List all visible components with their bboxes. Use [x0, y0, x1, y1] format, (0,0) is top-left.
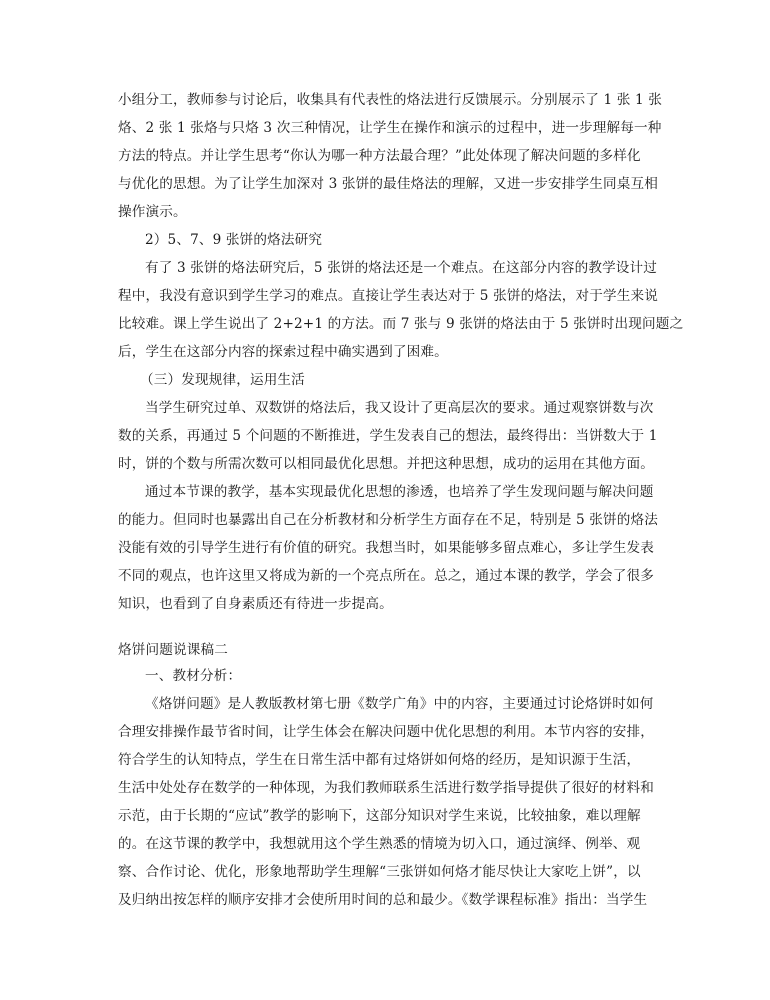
paragraph-line: 比较难。课上学生说出了 2+2+1 的方法。而 7 张与 9 张饼的烙法由于 5 张饼时出现问题之 [118, 316, 684, 332]
paragraph-line: 知识，也看到了自身素质还有待进一步提高。 [118, 596, 393, 612]
paragraph-line: 操作演示。 [118, 204, 187, 220]
section-heading: 一、教材分析： [145, 668, 242, 684]
paragraph-line: 察、合作讨论、优化，形象地帮助学生理解“三张饼如何烙才能尽快让大家吃上饼”，以 [118, 864, 641, 880]
paragraph-line: 符合学生的认知特点，学生在日常生活中都有过烙饼如何烙的经历，是知识源于生活， [118, 752, 641, 768]
paragraph-line: 《烙饼问题》是人教版教材第七册《数学广角》中的内容，主要通过讨论烙饼时如何 [145, 696, 654, 712]
paragraph-line: 的。在这节课的教学中，我想就用这个学生熟悉的情境为切入口，通过演绎、例举、观 [118, 836, 641, 852]
paragraph-line: 的能力。但同时也暴露出自己在分析教材和分析学生方面存在不足，特别是 5 张饼的烙法 [118, 512, 659, 528]
paragraph-line: 不同的观点，也许这里又将成为新的一个亮点所在。总之，通过本课的教学，学会了很多 [118, 568, 655, 584]
paragraph-line: 通过本节课的教学，基本实现最优化思想的渗透，也培养了学生发现问题与解决问题 [145, 484, 654, 500]
paragraph-line: 数的关系，再通过 5 个问题的不断推进，学生发表自己的想法，最终得出：当饼数大于 1 [118, 428, 658, 444]
paragraph-line: 没能有效的引导学生进行有价值的研究。我想当时，如果能够多留点难心，多让学生发表 [118, 540, 655, 556]
section-subheading: 2）5、7、9 张饼的烙法研究 [145, 232, 323, 248]
paragraph-line: 时，饼的个数与所需次数可以相同最优化思想。并把这种思想，成功的运用在其他方面。 [118, 456, 655, 472]
document-title: 烙饼问题说课稿二 [118, 642, 228, 658]
paragraph-line: 示范，由于长期的“应试”教学的影响下，这部分知识对学生来说，比较抽象，难以理解 [118, 808, 641, 824]
paragraph-line: 与优化的思想。为了让学生加深对 3 张饼的最佳烙法的理解，又进一步安排学生同桌互相 [118, 176, 659, 192]
paragraph-line: 生活中处处存在数学的一种体现，为我们教师联系生活进行数学指导提供了很好的材料和 [118, 780, 655, 796]
paragraph-line: 及归纳出按怎样的顺序安排才会使所用时间的总和最少。《数学课程标准》指出：当学生 [118, 892, 648, 908]
paragraph-line: 后，学生在这部分内容的探索过程中确实遇到了困难。 [118, 344, 448, 360]
paragraph-line: 合理安排操作最节省时间，让学生体会在解决问题中优化思想的利用。本节内容的安排， [118, 724, 655, 740]
paragraph-line: 小组分工，教师参与讨论后，收集具有代表性的烙法进行反馈展示。分别展示了 1 张 1 张 [118, 92, 662, 108]
section-subheading: （三）发现规律，运用生活 [140, 372, 305, 388]
paragraph-line: 当学生研究过单、双数饼的烙法后，我又设计了更高层次的要求。通过观察饼数与次 [145, 400, 654, 416]
paragraph-line: 烙、2 张 1 张烙与只烙 3 次三种情况，让学生在操作和演示的过程中，进一步理解每一种 [118, 120, 662, 136]
paragraph-line: 有了 3 张饼的烙法研究后，5 张饼的烙法还是一个难点。在这部分内容的教学设计过 [145, 260, 658, 276]
paragraph-line: 方法的特点。并让学生思考“你认为哪一种方法最合理？”此处体现了解决问题的多样化 [118, 148, 641, 164]
paragraph-line: 程中，我没有意识到学生学习的难点。直接让学生表达对于 5 张饼的烙法，对于学生来说 [118, 288, 659, 304]
